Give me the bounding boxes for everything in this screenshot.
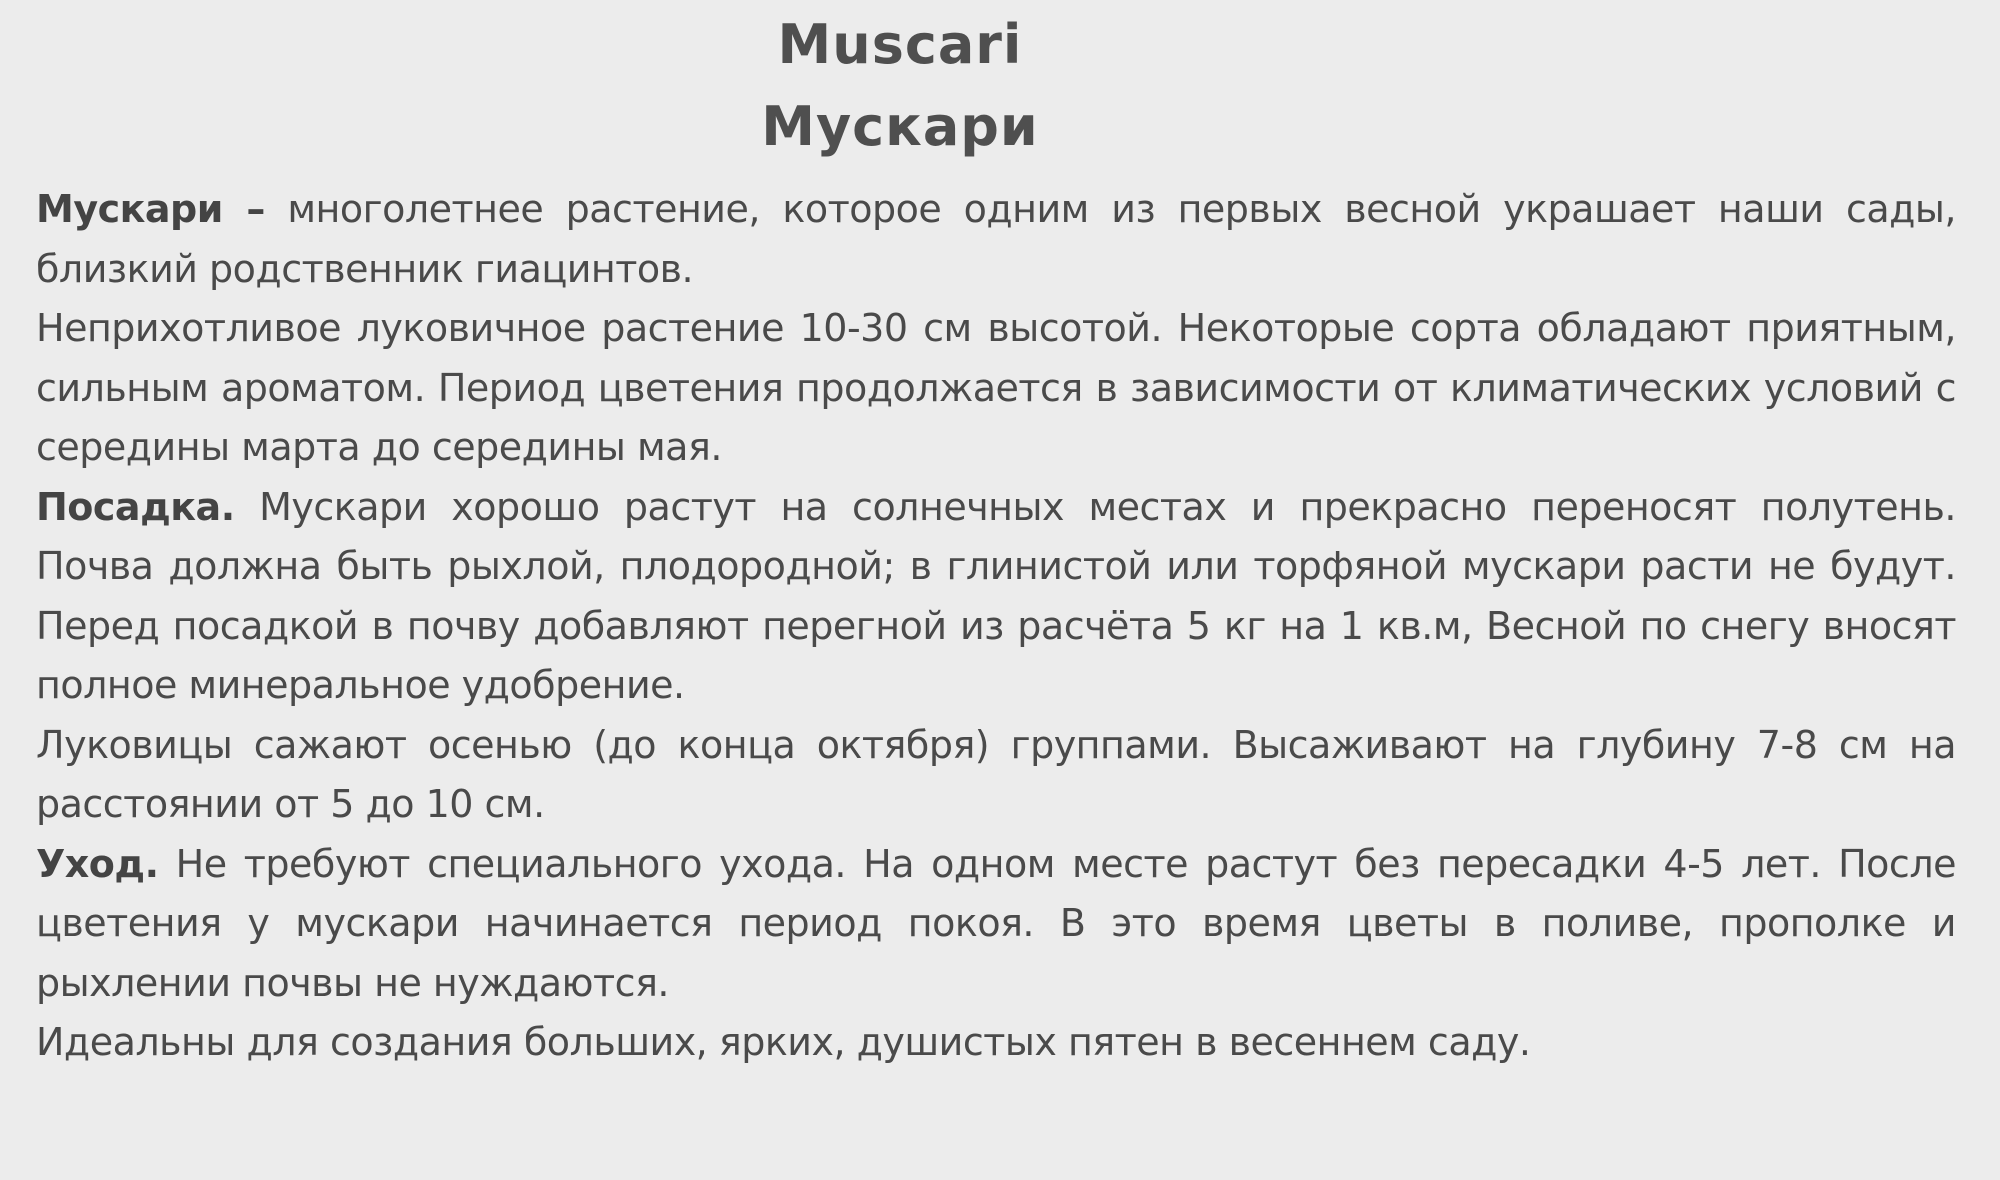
paragraph-lead: Мускари – xyxy=(36,187,265,231)
paragraph-text: Мускари хорошо растут на солнечных местах и прекрасно переносят полутень. Почва должна быть рыхлой, плодородной; в глинистой или торфяной мускари расти не будут. Перед посадкой в почву добавляют перегной из расчёта 5 кг на 1 кв.м, Весной по снегу вносят полное минеральное удобрение. xyxy=(36,484,1956,707)
paragraph-planting xyxy=(36,478,1956,716)
paragraph-intro xyxy=(36,180,1956,299)
paragraph-description xyxy=(36,299,1956,478)
paragraph-lead: Посадка. xyxy=(36,484,235,529)
paragraph-bulbs xyxy=(36,716,1956,835)
paragraph-care xyxy=(36,835,1956,1014)
paragraph-closing xyxy=(36,1013,1956,1073)
document-body xyxy=(36,180,1956,1073)
title-latin: Muscari xyxy=(777,13,1023,76)
paragraph-text: Луковицы сажают осенью (до конца октября) группами. Высаживают на глубину 7-8 см на расстоянии от 5 до 10 см. xyxy=(36,722,1956,826)
title-russian: Мускари xyxy=(761,95,1039,158)
paragraph-text: Не требуют специального ухода. На одном месте растут без пересадки 4-5 лет. После цветения у мускари начинается период покоя. В это время цветы в поливе, прополке и рыхлении почвы не нуждаются. xyxy=(36,841,1956,1005)
paragraph-lead: Уход. xyxy=(36,841,159,886)
paragraph-text: Неприхотливое луковичное растение 10-30 см высотой. Некоторые сорта обладают приятным, сильным ароматом. Период цветения продолжается в зависимости от климатических условий с середины марта до середины мая. xyxy=(36,306,1956,469)
paragraph-text: Идеальны для создания больших, ярких, душистых пятен в весеннем саду. xyxy=(36,1020,1531,1064)
paragraph-text: многолетнее растение, которое одним из первых весной украшает наши сады, близкий родственник гиацинтов. xyxy=(36,187,1956,291)
